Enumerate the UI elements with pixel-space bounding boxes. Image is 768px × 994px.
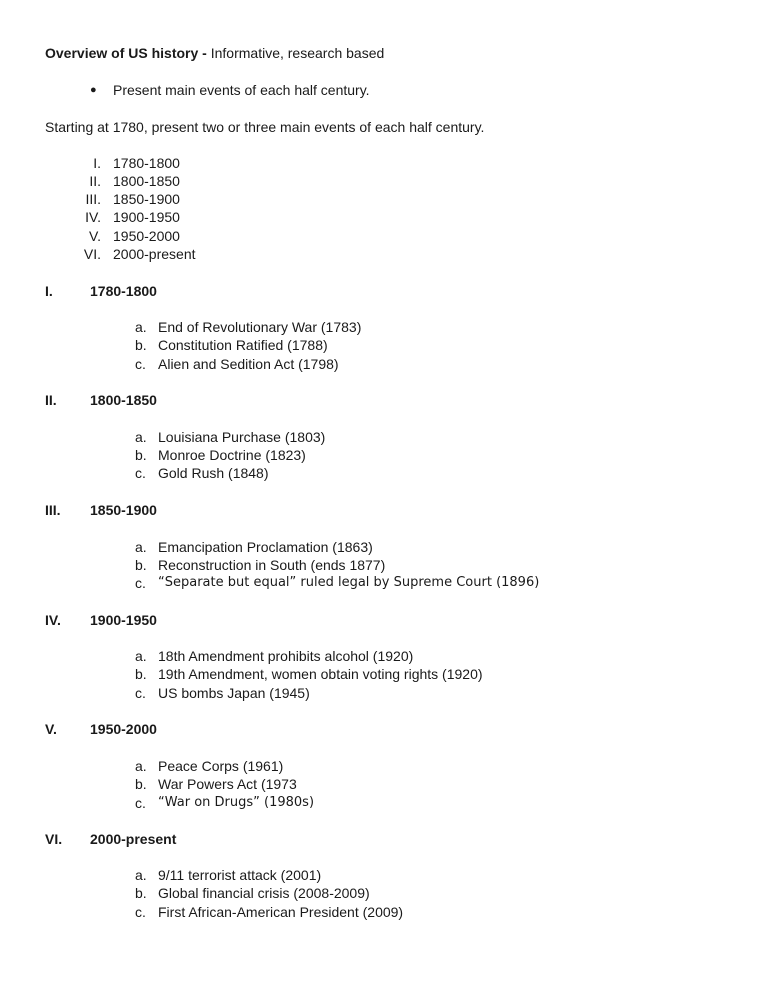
- section-title: 1850-1900: [90, 502, 157, 518]
- event-text: Reconstruction in South (ends 1877): [158, 557, 386, 573]
- title-separator: -: [198, 45, 211, 61]
- event-text: Louisiana Purchase (1803): [158, 429, 326, 445]
- event-text: First African-American President (2009): [158, 904, 404, 920]
- event-text: Constitution Ratified (1788): [158, 337, 328, 353]
- event-text: 19th Amendment, women obtain voting rights (1920): [158, 666, 483, 682]
- overview-numeral: II.: [89, 173, 101, 189]
- overview-range: 1950-2000: [113, 228, 180, 244]
- intro-paragraph: Starting at 1780, present two or three main events of each half century.: [45, 119, 485, 135]
- title-main: Overview of US history: [45, 45, 199, 61]
- event-letter: a.: [135, 758, 147, 774]
- event-letter: a.: [135, 648, 147, 664]
- section-numeral: V.: [45, 721, 57, 737]
- event-letter: b.: [135, 776, 147, 792]
- event-letter: b.: [135, 557, 147, 573]
- event-text: 9/11 terrorist attack (2001): [158, 867, 322, 883]
- event-text: End of Revolutionary War (1783): [158, 319, 362, 335]
- overview-numeral: III.: [85, 191, 101, 207]
- event-letter: c.: [135, 904, 146, 920]
- overview-numeral: VI.: [83, 246, 101, 262]
- event-text: “Separate but equal” ruled legal by Supreme Court (1896): [158, 575, 540, 590]
- overview-numeral: IV.: [85, 209, 101, 225]
- event-text: 18th Amendment prohibits alcohol (1920): [158, 648, 414, 664]
- event-letter: b.: [135, 666, 147, 682]
- event-text: Peace Corps (1961): [158, 758, 284, 774]
- overview-numeral: V.: [89, 228, 101, 244]
- event-text: Alien and Sedition Act (1798): [158, 356, 339, 372]
- event-text: US bombs Japan (1945): [158, 685, 310, 701]
- event-letter: c.: [135, 575, 146, 591]
- title-subtitle: Informative, research based: [210, 45, 385, 61]
- event-letter: b.: [135, 447, 147, 463]
- event-letter: b.: [135, 337, 147, 353]
- section-numeral: IV.: [45, 612, 61, 628]
- event-letter: a.: [135, 539, 147, 555]
- event-letter: c.: [135, 465, 146, 481]
- overview-range: 1780-1800: [113, 155, 180, 171]
- overview-range: 1800-1850: [113, 173, 180, 189]
- overview-range: 1850-1900: [113, 191, 180, 207]
- event-text: Gold Rush (1848): [158, 465, 269, 481]
- event-letter: a.: [135, 429, 147, 445]
- section-title: 1950-2000: [90, 721, 157, 737]
- event-text: War Powers Act (1973: [158, 776, 297, 792]
- section-title: 1900-1950: [90, 612, 157, 628]
- overview-range: 1900-1950: [113, 209, 180, 225]
- section-numeral: III.: [45, 502, 61, 518]
- overview-numeral: I.: [93, 155, 101, 171]
- section-numeral: VI.: [45, 831, 63, 847]
- event-text: Global financial crisis (2008-2009): [158, 885, 370, 901]
- event-text: Monroe Doctrine (1823): [158, 447, 306, 463]
- event-letter: b.: [135, 885, 147, 901]
- bullet-text: Present main events of each half century.: [113, 82, 370, 98]
- overview-range: 2000-present: [113, 246, 196, 262]
- document-title: [45, 44, 384, 62]
- event-letter: a.: [135, 319, 147, 335]
- section-title: 1800-1850: [90, 392, 157, 408]
- bullet-icon: ●: [90, 84, 97, 96]
- event-text: “War on Drugs” (1980s): [158, 795, 315, 810]
- section-title: 1780-1800: [90, 283, 157, 299]
- event-letter: a.: [135, 867, 147, 883]
- event-text: Emancipation Proclamation (1863): [158, 539, 373, 555]
- section-numeral: II.: [45, 392, 57, 408]
- event-letter: c.: [135, 685, 146, 701]
- section-title: 2000-present: [90, 831, 177, 847]
- event-letter: c.: [135, 356, 146, 372]
- event-letter: c.: [135, 795, 146, 811]
- section-numeral: I.: [45, 283, 53, 299]
